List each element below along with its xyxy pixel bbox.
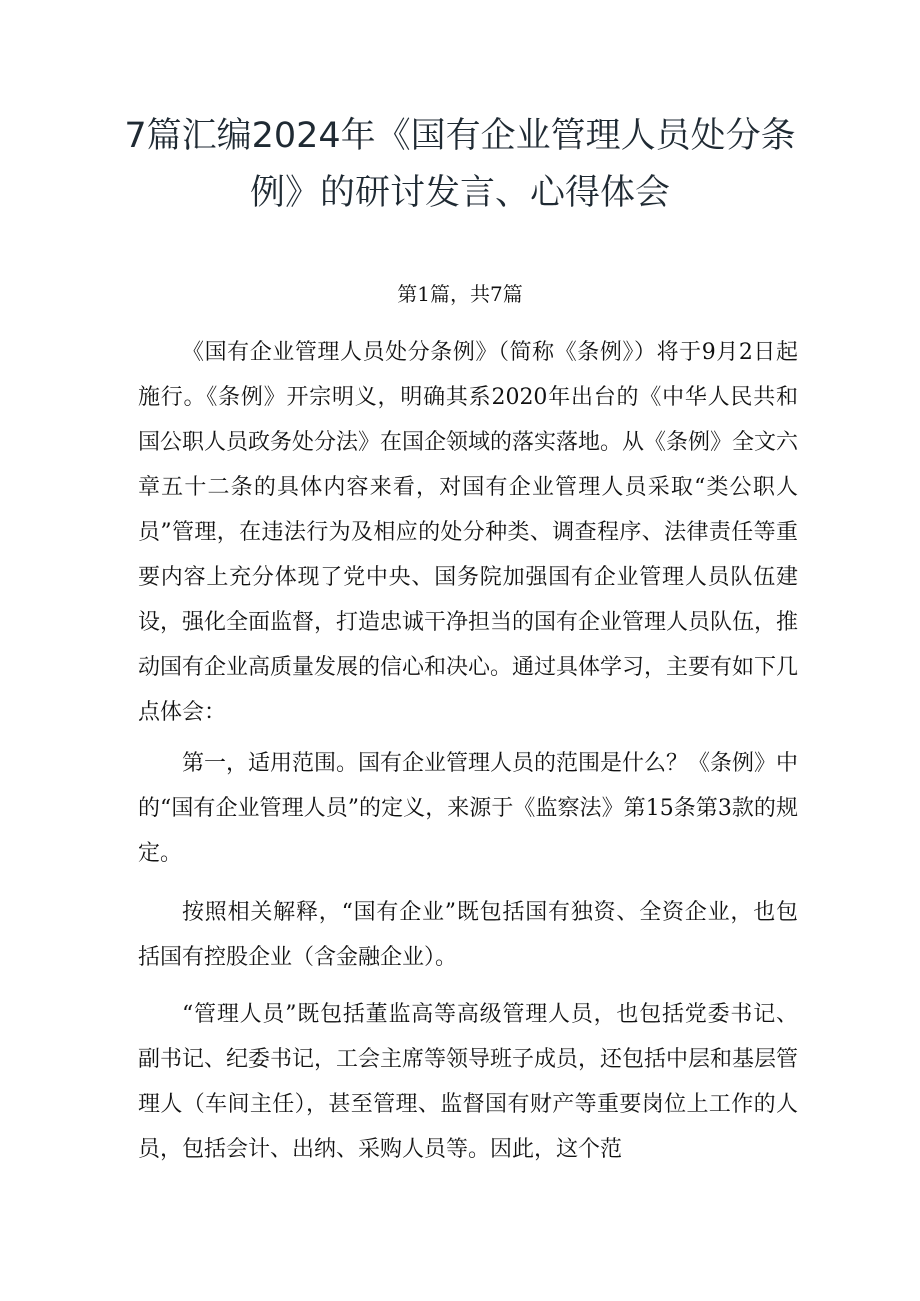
body-paragraph: “管理人员”既包括董监高等高级管理人员，也包括党委书记、副书记、纪委书记，工会主席等领导班子成员，还包括中层和基层管理人（车间主任），甚至管理、监督国有财产等重要岗位上工作的人员，包括会计、出纳、采购人员等。因此，这个范 <box>138 1002 799 1162</box>
body-paragraph: 《国有企业管理人员处分条例》（简称《条例》）将于9月2日起施行。《条例》开宗明义，明确其系2020年出台的《中华人民共和国公职人员政务处分法》在国企领域的落实落地。从《条例》全文六章五十二条的具体内容来看，对国有企业管理人员采取“类公职人员”管理，在违法行为及相应的处分种类、调查程序、法律责任等重要内容上充分体现了党中央、国务院加强国有企业管理人员队伍建设，强化全面监督，打造忠诚干净担当的国有企业管理人员队伍，推动国有企业高质量发展的信心和决心。通过具体学习，主要有如下几点体会： <box>138 340 799 725</box>
document-title: 7篇汇编2024年《国有企业管理人员处分条例》的研讨发言、心得体会 <box>124 116 796 213</box>
document-subtitle: 第1篇，共7篇 <box>397 282 523 306</box>
body-paragraph: 按照相关解释，“国有企业”既包括国有独资、全资企业，也包括国有控股企业（含金融企业）。 <box>138 900 798 970</box>
body-paragraph: 第一，适用范围。国有企业管理人员的范围是什么？《条例》中的“国有企业管理人员”的定义，来源于《监察法》第15条第3款的规定。 <box>138 751 799 866</box>
